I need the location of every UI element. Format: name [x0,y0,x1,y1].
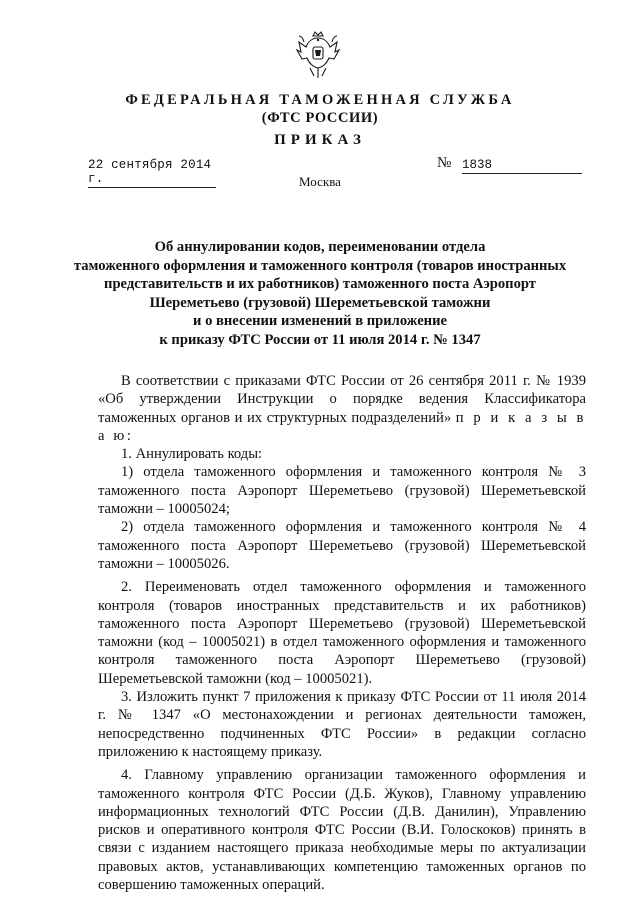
agency-abbreviation: (ФТС РОССИИ) [261,110,379,126]
title-line: Шереметьево (грузовой) Шереметьевской таможни [149,294,491,311]
title-line: представительств и их работников) таможенного поста Аэропорт [104,276,536,293]
order-date: 22 сентября 2014 г. [88,158,216,188]
title-line: таможенного оформления и таможенного контроля (товаров иностранных [73,257,567,274]
clause-3: 3. Изложить пункт 7 приложения к приказу ФТС России от 11 июля 2014 г. № 1347 «О местонахождении и регионах деятельности таможен, непосредственно подчиненных ФТС России» в редакции согласно приложению к настоящему приказу. [98,689,586,760]
city: Москва [299,174,341,189]
title-line: к приказу ФТС России от 11 июля 2014 г. № 1347 [159,331,481,348]
clause-2: 2. Переименовать отдел таможенного оформления и таможенного контроля (товаров иностранных представительств и их работников) таможенного поста Аэропорт Шереметьево (грузовой) Шереметьевской таможни (код – 10005021) в отдел таможенного оформления и таможенного контроля таможенного поста Аэропорт Шереметьево (грузовой) Шереметьевской таможни (код – 10005021). [98,579,586,687]
number-sign: № [437,155,452,171]
title-line: Об аннулировании кодов, переименовании отдела [154,239,486,255]
clause-1-item-1: 1) отдела таможенного оформления и таможенного контроля № 3 таможенного поста Аэропорт Шереметьево (грузовой) Шереметьевской таможни – 10005024; [98,464,586,518]
clause-1: 1. Аннулировать коды: [121,446,263,463]
document-type: ПРИКАЗ [274,132,366,148]
state-emblem-icon [294,30,342,82]
order-number: 1838 [462,158,582,174]
preamble [98,372,586,445]
title-line: и о внесении изменений в приложение [193,313,447,330]
agency-name: ФЕДЕРАЛЬНАЯ ТАМОЖЕННАЯ СЛУЖБА [125,92,515,108]
clause-4: 4. Главному управлению организации таможенного оформления и таможенного контроля ФТС России (Д.Б. Жуков), Главному управлению информационных технологий ФТС России (Д.В. Данилин), Управлению рисков и оперативного контроля ФТС России (В.И. Голоскоков) принять в связи с изданием настоящего приказа необходимые меры по актуализации правовых актов, устанавливающих компетенцию таможенных органов по совершению таможенных операций. [98,767,586,894]
preamble-text: В соответствии с приказами ФТС России от 26 сентября 2011 г. № 1939 «Об утверждении Инструкции о порядке ведения Классификатора таможенных органов и их структурных подразделений» [98,373,586,426]
order-word: п р и к а з ы в а ю: [98,409,587,444]
order-body [98,372,586,894]
order-title [60,238,580,350]
clause-1-item-2: 2) отдела таможенного оформления и таможенного контроля № 4 таможенного поста Аэропорт Шереметьево (грузовой) Шереметьевской таможни – 10005026. [98,519,586,572]
